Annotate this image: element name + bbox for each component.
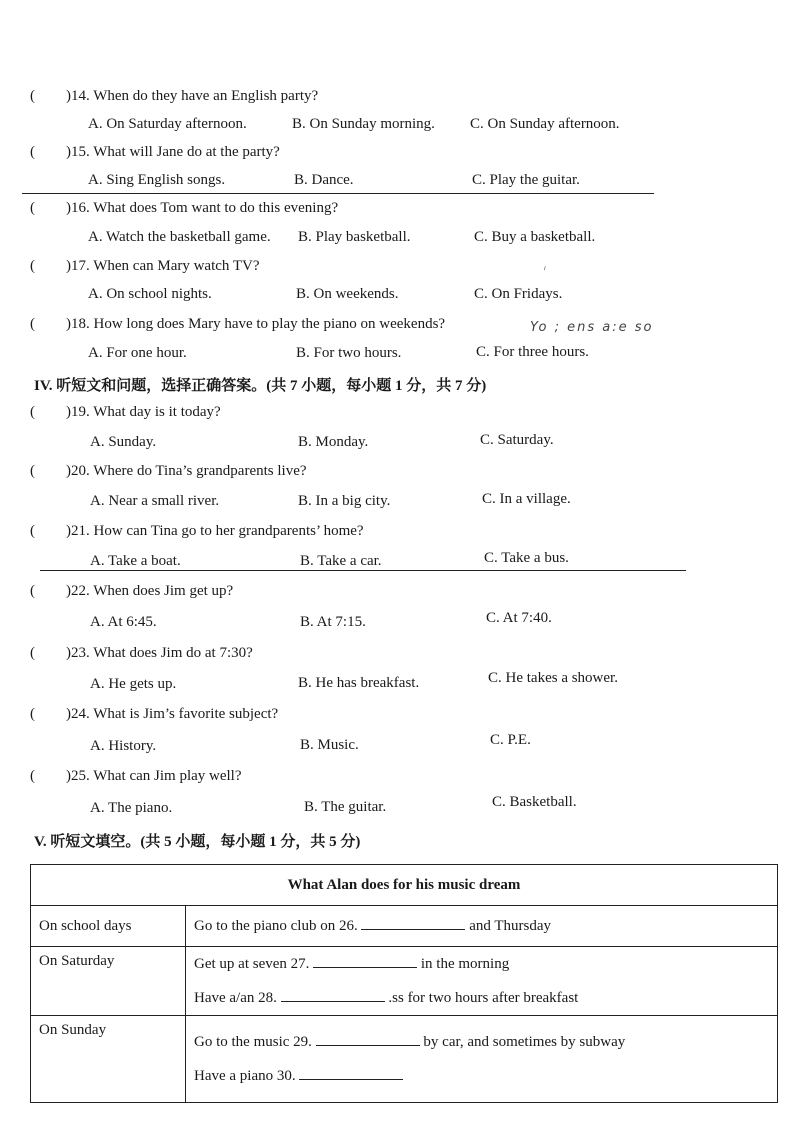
option-a: A. Take a boat. <box>90 553 181 569</box>
option-b: B. The guitar. <box>304 799 387 815</box>
section-4-heading: IV. 听短文和问题，选择正确答案。(共 7 小题，每小题 1 分，共 7 分) <box>34 378 487 394</box>
option-a: A. Watch the basketball game. <box>88 229 271 245</box>
option-a: A. On Saturday afternoon. <box>88 116 247 132</box>
table-row <box>31 906 778 947</box>
question-text: )18. How long does Mary have to play the piano on weekends? <box>66 316 446 332</box>
question-16: ( )16. What does Tom want to do this evening? <box>30 200 339 216</box>
option-b: B. On weekends. <box>296 286 399 302</box>
option-b: B. For two hours. <box>296 345 402 361</box>
option-c: C. Buy a basketball. <box>474 229 596 245</box>
table-row <box>31 947 778 1016</box>
answer-blank-29[interactable] <box>316 1031 420 1046</box>
question-text: )24. What is Jim’s favorite subject? <box>66 706 279 722</box>
row-content <box>186 947 778 1016</box>
option-c: C. Play the guitar. <box>472 172 580 188</box>
question-text: )25. What can Jim play well? <box>66 768 242 784</box>
option-c: C. For three hours. <box>476 344 589 360</box>
row-content <box>186 906 778 947</box>
answer-blank-30[interactable] <box>299 1065 403 1080</box>
question-text: )23. What does Jim do at 7:30? <box>66 645 253 661</box>
table-title: What Alan does for his music dream <box>31 865 778 906</box>
divider-line <box>40 570 686 571</box>
divider-line <box>22 193 654 194</box>
option-a: A. The piano. <box>90 800 173 816</box>
question-23: ( )23. What does Jim do at 7:30? <box>30 645 253 661</box>
question-25: ( )25. What can Jim play well? <box>30 768 242 784</box>
handwritten-note: Yo ; ens a:e so <box>530 320 654 335</box>
fill-line: Go to the music 29. by car, and sometimes by subway <box>194 1025 769 1059</box>
music-dream-table <box>30 864 778 1103</box>
option-c: C. Basketball. <box>492 794 577 810</box>
fill-line: Have a/an 28. .ss for two hours after breakfast <box>194 981 769 1015</box>
option-b: B. Play basketball. <box>298 229 411 245</box>
question-text: )14. When do they have an English party? <box>66 88 319 104</box>
question-text: )20. Where do Tina’s grandparents live? <box>66 463 307 479</box>
option-b: B. He has breakfast. <box>298 675 420 691</box>
option-a: A. For one hour. <box>88 345 187 361</box>
answer-blank-27[interactable] <box>313 953 417 968</box>
option-c: C. Saturday. <box>480 432 554 448</box>
question-22: ( )22. When does Jim get up? <box>30 583 234 599</box>
row-content <box>186 1016 778 1103</box>
option-a: A. He gets up. <box>90 676 177 692</box>
option-c: C. P.E. <box>490 732 531 748</box>
option-b: B. Dance. <box>294 172 354 188</box>
option-c: C. Take a bus. <box>484 550 569 566</box>
question-text: )17. When can Mary watch TV? <box>66 258 260 274</box>
question-text: )19. What day is it today? <box>66 404 221 420</box>
row-label: On Sunday <box>31 1016 186 1103</box>
option-c: C. At 7:40. <box>486 610 552 626</box>
option-c: C. On Sunday afternoon. <box>470 116 620 132</box>
fill-line: Have a piano 30. <box>194 1059 769 1093</box>
option-b: B. In a big city. <box>298 493 391 509</box>
option-a: A. Sunday. <box>90 434 157 450</box>
fill-line: Go to the piano club on 26. and Thursday <box>194 909 769 943</box>
question-17: ( )17. When can Mary watch TV? <box>30 258 260 274</box>
question-18: ( )18. How long does Mary have to play the piano on weekends? <box>30 316 446 332</box>
option-a: A. Sing English songs. <box>88 172 226 188</box>
handwritten-mark: ᵢ <box>544 262 548 273</box>
question-text: )21. How can Tina go to her grandparents’ home? <box>66 523 364 539</box>
option-b: B. Take a car. <box>300 553 382 569</box>
answer-blank-28[interactable] <box>281 987 385 1002</box>
option-c: C. In a village. <box>482 491 571 507</box>
question-21: ( )21. How can Tina go to her grandparents’ home? <box>30 523 364 539</box>
row-label: On Saturday <box>31 947 186 1016</box>
option-b: B. On Sunday morning. <box>292 116 435 132</box>
question-15: ( )15. What will Jane do at the party? <box>30 144 280 160</box>
question-20: ( )20. Where do Tina’s grandparents live? <box>30 463 307 479</box>
option-a: A. At 6:45. <box>90 614 157 630</box>
question-14: ( )14. When do they have an English party? <box>30 88 319 104</box>
question-24: ( )24. What is Jim’s favorite subject? <box>30 706 279 722</box>
row-label: On school days <box>31 906 186 947</box>
table-row <box>31 1016 778 1103</box>
option-c: C. He takes a shower. <box>488 670 618 686</box>
question-text: )16. What does Tom want to do this evening? <box>66 200 339 216</box>
section-5-heading: V. 听短文填空。(共 5 小题，每小题 1 分，共 5 分) <box>34 834 361 850</box>
option-a: A. On school nights. <box>88 286 212 302</box>
option-a: A. Near a small river. <box>90 493 220 509</box>
option-b: B. Monday. <box>298 434 369 450</box>
question-text: )15. What will Jane do at the party? <box>66 144 280 160</box>
option-a: A. History. <box>90 738 157 754</box>
question-19: ( )19. What day is it today? <box>30 404 221 420</box>
option-b: B. Music. <box>300 737 359 753</box>
option-c: C. On Fridays. <box>474 286 563 302</box>
question-text: )22. When does Jim get up? <box>66 583 234 599</box>
answer-blank-26[interactable] <box>361 915 465 930</box>
fill-line: Get up at seven 27. in the morning <box>194 947 769 981</box>
option-b: B. At 7:15. <box>300 614 366 630</box>
